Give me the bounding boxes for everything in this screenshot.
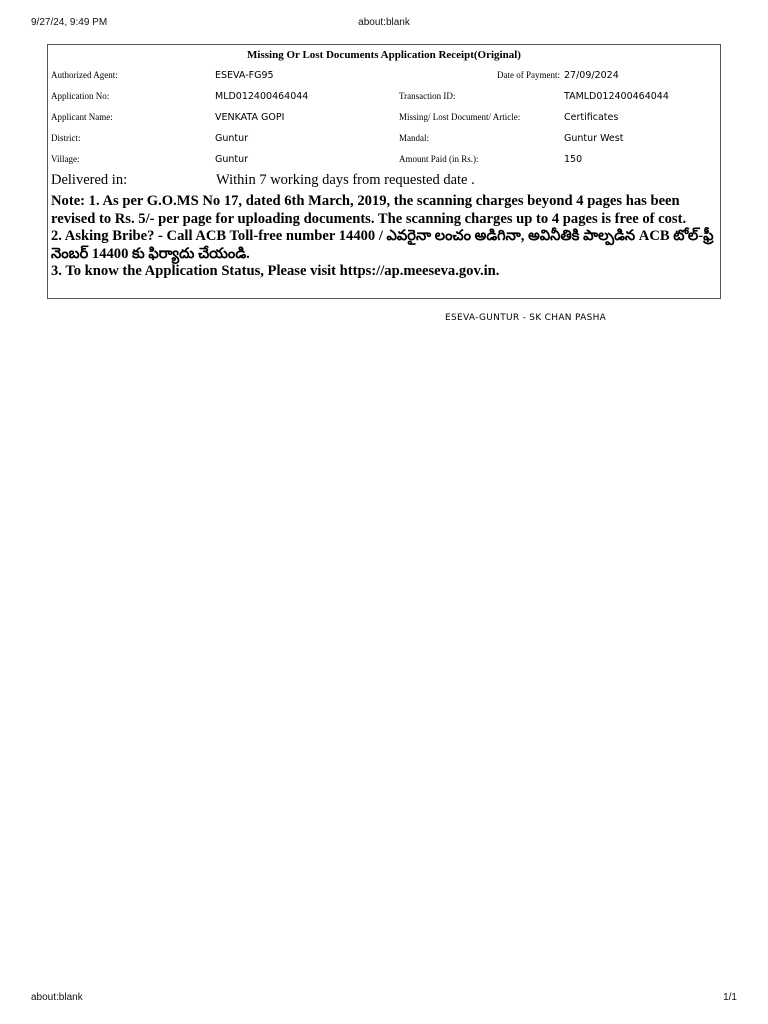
application-no-value: MLD012400464044 — [215, 91, 309, 102]
amount-paid-value: 150 — [564, 154, 583, 165]
date-of-payment-label: Date of Payment: — [497, 70, 560, 80]
applicant-name-value: VENKATA GOPI — [215, 112, 285, 123]
receipt-row — [48, 154, 720, 168]
receipt-row — [48, 112, 720, 126]
authorized-agent-label: Authorized Agent: — [51, 70, 118, 80]
print-footer — [31, 992, 737, 1006]
missing-document-value: Certificates — [564, 112, 619, 123]
note-acb-bribe: 2. Asking Bribe? - Call ACB Toll-free number 14400 / ఎవరైనా లంచం అడిగినా, అవినీతికి పాల్పడిన ACB టోల్-ఫ్రీ నెంబర్ 14400 కు ఫిర్యాదు చేయండి. — [51, 228, 714, 262]
authorized-agent-value: ESEVA-FG95 — [215, 70, 274, 81]
note-application-status: 3. To know the Application Status, Please visit https://ap.meeseva.gov.in. — [51, 263, 500, 279]
receipt-row — [48, 133, 720, 147]
receipt-row — [48, 91, 720, 105]
print-datetime: 9/27/24, 9:49 PM — [31, 17, 108, 28]
village-label: Village: — [51, 154, 80, 164]
applicant-name-label: Applicant Name: — [51, 112, 113, 122]
delivered-value: Within 7 working days from requested date . — [216, 172, 475, 188]
print-title: about:blank — [358, 17, 410, 28]
mandal-value: Guntur West — [564, 133, 624, 144]
operator-name: ESEVA-GUNTUR - SK CHAN PASHA — [445, 313, 607, 323]
notes — [51, 193, 714, 281]
delivered-label: Delivered in: — [51, 172, 128, 188]
delivered-row — [51, 172, 717, 190]
receipt-row — [48, 70, 720, 84]
application-no-label: Application No: — [51, 91, 110, 101]
receipt-title: Missing Or Lost Documents Application Receipt(Original) — [247, 49, 521, 61]
amount-paid-label: Amount Paid (in Rs.): — [399, 154, 479, 164]
district-value: Guntur — [215, 133, 249, 144]
print-header — [31, 17, 737, 31]
page-count: 1/1 — [723, 992, 737, 1003]
note-scanning-charges: Note: 1. As per G.O.MS No 17, dated 6th March, 2019, the scanning charges beyond 4 pages has been revised to Rs. 5/- per page for uploading documents. The scanning charges up to 4 pages is free of cost. — [51, 193, 687, 227]
date-of-payment-value: 27/09/2024 — [564, 70, 619, 81]
receipt — [47, 44, 721, 299]
missing-document-label: Missing/ Lost Document/ Article: — [399, 112, 521, 122]
district-label: District: — [51, 133, 81, 143]
village-value: Guntur — [215, 154, 249, 165]
mandal-label: Mandal: — [399, 133, 429, 143]
print-url: about:blank — [31, 992, 83, 1003]
transaction-id-label: Transaction ID: — [399, 91, 456, 101]
transaction-id-value: TAMLD012400464044 — [564, 91, 669, 102]
